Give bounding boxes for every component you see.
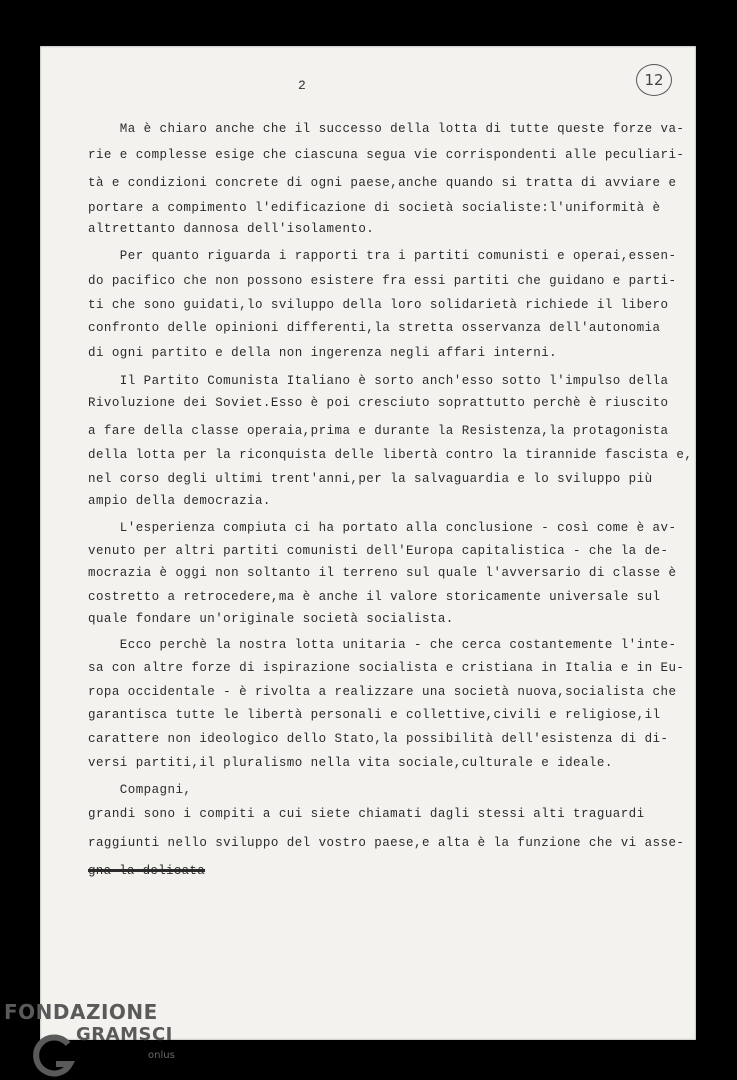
logo-text-line2: GRAMSCI xyxy=(76,1024,173,1045)
logo-text-line1: FONDAZIONE xyxy=(4,1000,158,1024)
document-line: Ecco perchè la nostra lotta unitaria - che cerca costantemente l'inte- xyxy=(88,638,677,652)
document-line: venuto per altri partiti comunisti dell'Europa capitalistica - che la de- xyxy=(88,544,669,558)
document-line: carattere non ideologico dello Stato,la possibilità dell'esistenza di di- xyxy=(88,732,669,746)
logo-g-icon xyxy=(28,1030,78,1080)
document-line: Il Partito Comunista Italiano è sorto anch'esso sotto l'impulso della xyxy=(88,374,669,388)
document-line: altrettanto dannosa dell'isolamento. xyxy=(88,222,375,236)
document-line: nel corso degli ultimi trent'anni,per la salvaguardia e lo sviluppo più xyxy=(88,472,653,486)
document-line: sa con altre forze di ispirazione socialista e cristiana in Italia e in Eu- xyxy=(88,661,685,675)
archive-number-stamp: 12 xyxy=(636,64,672,96)
document-line: costretto a retrocedere,ma è anche il valore storicamente universale sul xyxy=(88,590,661,604)
document-line: versi partiti,il pluralismo nella vita sociale,culturale e ideale. xyxy=(88,756,613,770)
document-line: Per quanto riguarda i rapporti tra i partiti comunisti e operai,essen- xyxy=(88,249,677,263)
document-line: portare a compimento l'edificazione di società socialiste:l'uniformità è xyxy=(88,201,661,215)
document-line: mocrazia è oggi non soltanto il terreno sul quale l'avversario di classe è xyxy=(88,566,677,580)
document-line: raggiunti nello sviluppo del vostro paese,e alta è la funzione che vi asse- xyxy=(88,836,685,850)
logo-text-line3: onlus xyxy=(148,1050,175,1061)
document-page xyxy=(40,46,696,1040)
document-line: L'esperienza compiuta ci ha portato alla conclusione - così come è av- xyxy=(88,521,677,535)
document-line: rie e complesse esige che ciascuna segua vie corrispondenti alle peculiari- xyxy=(88,148,685,162)
page-number: 2 xyxy=(298,78,306,93)
document-line: Ma è chiaro anche che il successo della lotta di tutte queste forze va- xyxy=(88,122,685,136)
document-line: tà e condizioni concrete di ogni paese,anche quando si tratta di avviare e xyxy=(88,176,677,190)
document-line: Rivoluzione dei Soviet.Esso è poi cresciuto soprattutto perchè è riuscito xyxy=(88,396,669,410)
document-line: ropa occidentale - è rivolta a realizzare una società nuova,socialista che xyxy=(88,685,677,699)
document-line: della lotta per la riconquista delle libertà contro la tirannide fascista e, xyxy=(88,448,693,462)
document-line: ti che sono guidati,lo sviluppo della loro solidarietà richiede il libero xyxy=(88,298,669,312)
document-line: confronto delle opinioni differenti,la stretta osservanza dell'autonomia xyxy=(88,321,661,335)
struck-through-text: gna la delicata xyxy=(88,864,206,878)
document-line: garantisca tutte le libertà personali e collettive,civili e religiose,il xyxy=(88,708,661,722)
document-line: di ogni partito e della non ingerenza negli affari interni. xyxy=(88,346,558,360)
document-line: a fare della classe operaia,prima e durante la Resistenza,la protagonista xyxy=(88,424,669,438)
document-line: do pacifico che non possono esistere fra essi partiti che guidano e parti- xyxy=(88,274,677,288)
document-line: Compagni, xyxy=(88,783,192,797)
fondazione-gramsci-logo xyxy=(4,1000,204,1080)
document-line: quale fondare un'originale società socialista. xyxy=(88,612,454,626)
document-line: ampio della democrazia. xyxy=(88,494,271,508)
document-line: grandi sono i compiti a cui siete chiamati dagli stessi alti traguardi xyxy=(88,807,645,821)
